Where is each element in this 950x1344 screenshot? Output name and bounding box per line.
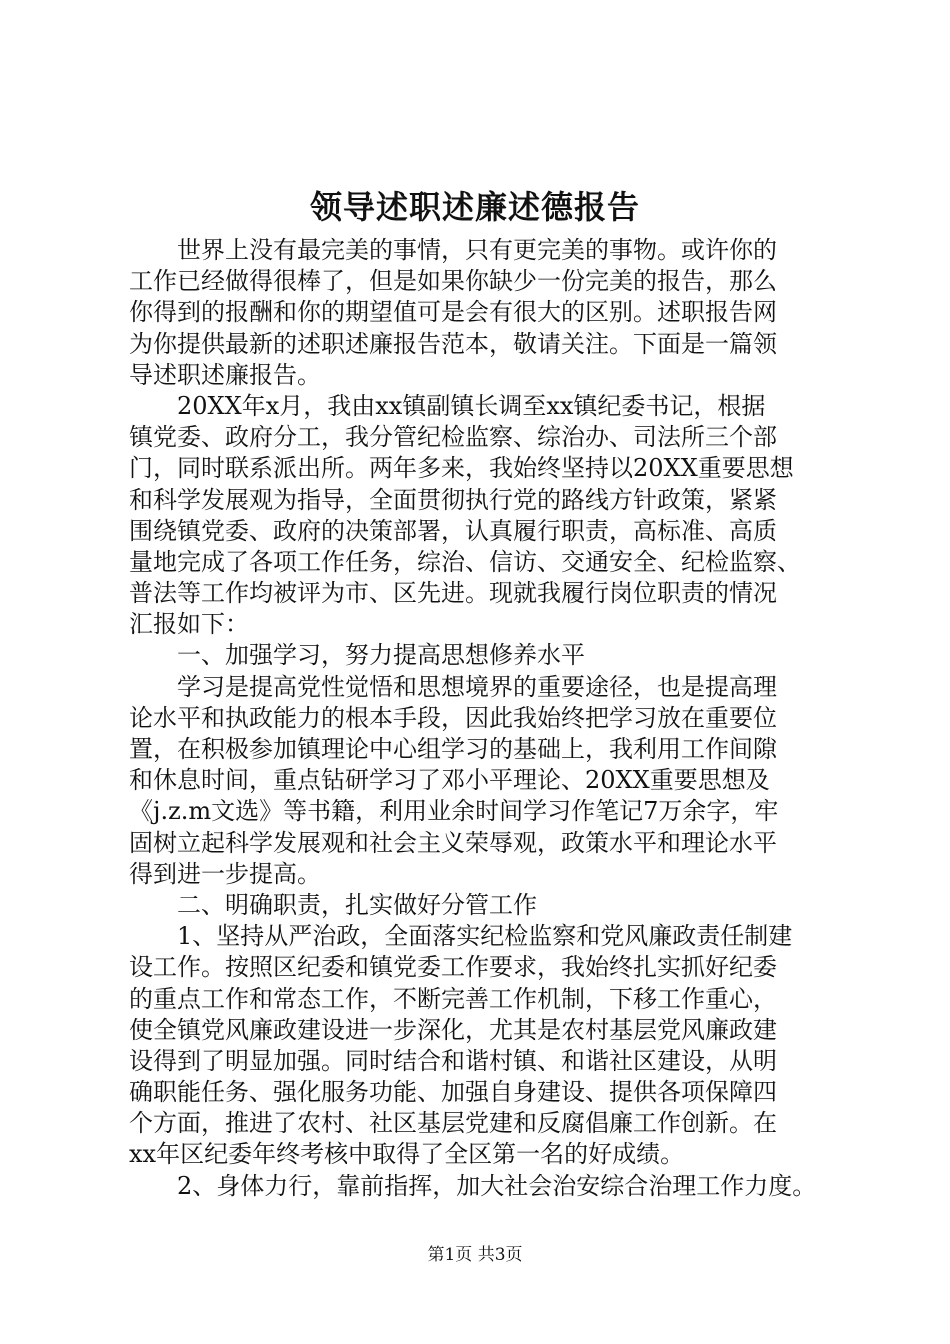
body-line: 工作已经做得很棒了，但是如果你缺少一份完美的报告，那么 [129,267,777,296]
body-line: 固树立起科学发展观和社会主义荣辱观，政策水平和理论水平 [129,828,777,857]
body-line: 为你提供最新的述职述廉报告范本，敬请关注。下面是一篇领 [129,329,777,358]
body-line: 20XX年x月，我由xx镇副镇长调至xx镇纪委书记，根据 [129,391,766,420]
body-line: 镇党委、政府分工，我分管纪检监察、综治办、司法所三个部 [129,423,777,452]
body-line: 2、身体力行，靠前指挥，加大社会治安综合治理工作力度。 [129,1171,817,1200]
body-line: 量地完成了各项工作任务，综治、信访、交通安全、纪检监察、 [129,547,801,576]
page-footer: 第1页 共3页 [427,1245,523,1265]
body-line: 1、坚持从严治政，全面落实纪检监察和党风廉政责任制建 [129,922,793,951]
body-line: 的重点工作和常态工作，不断完善工作机制，下移工作重心， [129,984,777,1013]
body-line: 一、加强学习，努力提高思想修养水平 [129,641,585,670]
body-line: 设工作。按照区纪委和镇党委工作要求，我始终扎实抓好纪委 [129,953,777,982]
body-line: 学习是提高党性觉悟和思想境界的重要途径，也是提高理 [129,672,777,701]
body-line: 个方面，推进了农村、社区基层党建和反腐倡廉工作创新。在 [129,1109,777,1138]
body-line: 使全镇党风廉政建设进一步深化，尤其是农村基层党风廉政建 [129,1015,777,1044]
body-line: 和科学发展观为指导，全面贯彻执行党的路线方针政策，紧紧 [129,485,777,514]
body-line: 普法等工作均被评为市、区先进。现就我履行岗位职责的情况 [129,579,777,608]
body-line: 导述职述廉报告。 [129,360,321,389]
body-line: 《j.z.m文选》等书籍，利用业余时间学习作笔记7万余字，牢 [129,797,779,826]
body-line: 二、明确职责，扎实做好分管工作 [129,890,537,919]
body-line: 确职能任务、强化服务功能、加强自身建设、提供各项保障四 [129,1078,777,1107]
body-line: 设得到了明显加强。同时结合和谐村镇、和谐社区建设，从明 [129,1046,777,1075]
body-line: 世界上没有最完美的事情，只有更完美的事物。或许你的 [129,236,777,264]
body-line: 汇报如下： [129,610,249,639]
body-line: 围绕镇党委、政府的决策部署，认真履行职责，高标准、高质 [129,516,777,545]
document-title: 领导述职述廉述德报告 [309,188,640,226]
body-line: 论水平和执政能力的根本手段，因此我始终把学习放在重要位 [129,703,777,732]
body-line: 和休息时间，重点钻研学习了邓小平理论、20XX重要思想及 [129,766,770,795]
body-line: 得到进一步提高。 [129,859,321,888]
body-line: xx年区纪委年终考核中取得了全区第一名的好成绩。 [129,1140,685,1169]
body-line: 门，同时联系派出所。两年多来，我始终坚持以20XX重要思想 [129,454,794,483]
document-body [129,235,851,1202]
body-line: 你得到的报酬和你的期望值可是会有很大的区别。述职报告网 [129,298,777,327]
body-line: 置，在积极参加镇理论中心组学习的基础上，我利用工作间隙 [129,735,777,763]
